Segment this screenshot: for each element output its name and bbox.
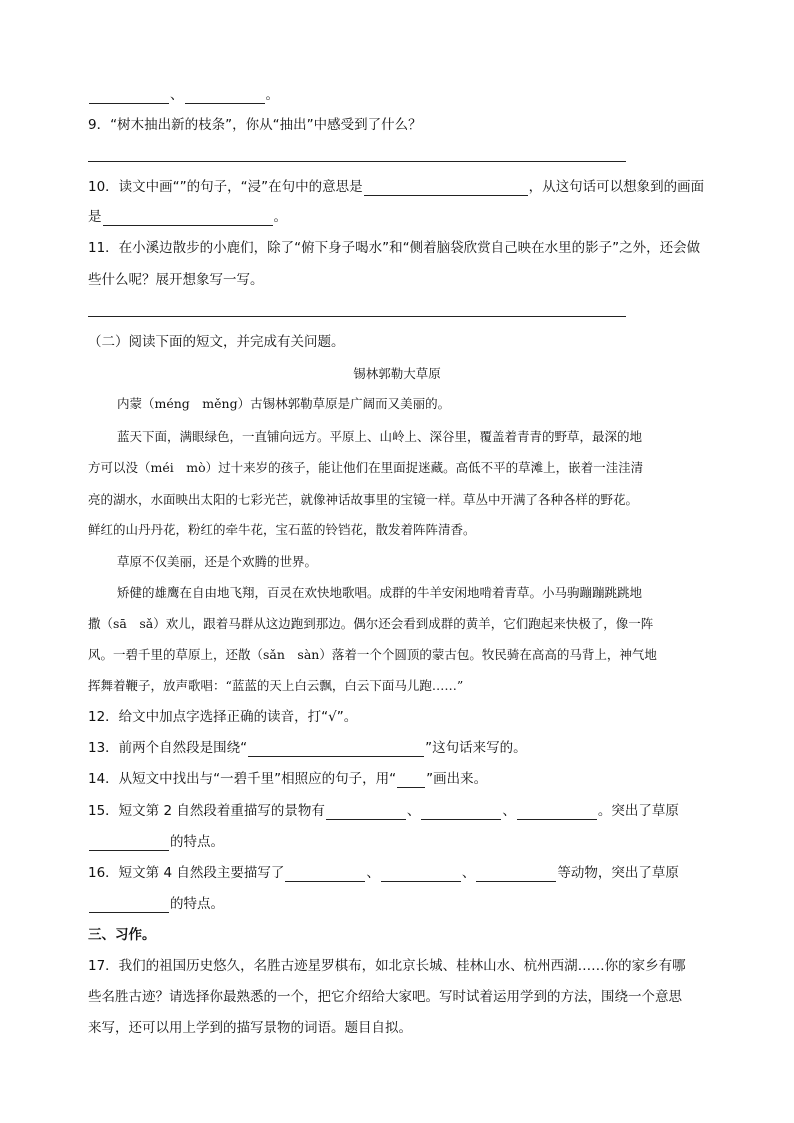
answer-blank[interactable] [89,898,169,913]
answer-blank[interactable] [89,836,169,851]
separator: 、 [461,865,476,881]
answer-blank[interactable] [421,805,501,820]
article-paragraph-4-line3: 风。一碧千里的草原上，还散（sǎn sàn）落着一个个圆顶的蒙古包。牧民骑在高高的马背上，神气地 [88,647,657,662]
article-paragraph-1: 内蒙（méng měng）古锡林郭勒草原是广阔而又美丽的。 [117,396,451,411]
q15-text-b: 。突出了草原 [597,803,679,819]
answer-blank[interactable] [476,867,556,882]
question-10-line1 [88,178,704,196]
article-paragraph-2-line4: 鲜红的山丹丹花，粉红的牵牛花，宝石蓝的铃铛花，散发着阵阵清香。 [88,522,476,537]
q16-text-a: 16．短文第 4 自然段主要描写了 [88,865,285,881]
question-17-line1: 17．我们的祖国历史悠久，名胜古迹星罗棋布，如北京长城、桂林山水、杭州西湖……你的家乡有哪 [88,958,686,974]
q13-text-b: ”这句话来写的。 [425,740,527,756]
answer-blank[interactable] [517,805,597,820]
q14-text-a: 14．从短文中找出与“一碧千里”相照应的句子，用“ [88,771,397,787]
answer-blank[interactable] [285,867,365,882]
separator: 、 [366,865,380,881]
article-paragraph-4-line4: 挥舞着鞭子，放声歌唱：“蓝蓝的天上白云飘，白云下面马儿跑……” [88,678,464,693]
q15-text-a: 15．短文第 2 自然段着重描写的景物有 [88,803,325,819]
q15-text-c: 的特点。 [170,834,224,850]
q16-text-b: 等动物，突出了草原 [557,865,679,881]
q14-text-b: ”画出来。 [426,771,488,787]
article-paragraph-2-line2: 方可以没（méi mò）过十来岁的孩子，能让他们在里面捉迷藏。高低不平的草滩上，嵌着一洼洼清 [88,460,644,475]
article-paragraph-2-line3: 亮的湖水，水面映出太阳的七彩光芒，就像神话故事里的宝镜一样。草丛中开满了各种各样的野花。 [88,492,639,507]
question-15-line1 [88,802,679,820]
separator: 、 [406,803,421,819]
q10-text-d: 。 [273,209,287,225]
question-10-line2 [88,208,287,226]
q16-text-c: 的特点。 [170,896,224,912]
article-title: 锡林郭勒大草原 [353,366,441,381]
q13-text-a: 13．前两个自然段是围绕“ [88,740,248,756]
answer-rule-q11[interactable] [88,316,626,317]
answer-rule-q9[interactable] [88,161,626,162]
answer-line-top [88,86,279,104]
question-17-line2: 些名胜古迹？请选择你最熟悉的一个，把它介绍给大家吧。写时试着运用学到的方法，围绕一个意思 [88,989,682,1005]
separator: 、 [170,87,184,103]
question-11-line2: 些什么呢？展开想象写一写。 [88,272,264,288]
answer-blank[interactable] [103,211,273,226]
answer-blank[interactable] [248,742,424,757]
question-16-line2 [88,895,224,913]
question-16-line1 [88,864,679,882]
question-12: 12．给文中加点字选择正确的读音，打“√”。 [88,709,358,725]
question-9: 9．“树木抽出新的枝条”，你从“抽出”中感受到了什么？ [88,117,422,133]
question-13 [88,739,527,757]
period: 。 [265,87,279,103]
question-17-line3: 来写，还可以用上学到的描写景物的词语。题目自拟。 [88,1020,412,1036]
separator: 、 [502,803,516,819]
question-15-line2 [88,833,224,851]
answer-blank[interactable] [89,89,169,104]
q10-text-a: 10．读文中画“”的句子，“浸”在句中的意思是 [88,179,363,195]
question-14 [88,770,487,788]
question-11-line1: 11．在小溪边散步的小鹿们，除了“俯下身子喝水”和“侧着脑袋欣赏自己映在水里的影子”之外，还会做 [88,240,701,256]
underline-sample [397,773,425,788]
q10-text-b: ，从这句话可以想象到的画面 [528,179,705,195]
article-paragraph-3: 草原不仅美丽，还是个欢腾的世界。 [117,554,318,569]
answer-blank[interactable] [326,805,406,820]
article-paragraph-2-line1: 蓝天下面，满眼绿色，一直铺向远方。平原上、山岭上、深谷里，覆盖着青青的野草，最深的地 [117,429,643,444]
q10-text-c: 是 [88,209,102,225]
answer-blank[interactable] [185,89,265,104]
article-paragraph-4-line1: 矫健的雄鹰在自由地飞翔，百灵在欢快地歌唱。成群的牛羊安闲地啃着青草。小马驹蹦蹦跳跳地 [117,585,643,600]
answer-blank[interactable] [364,181,528,196]
article-paragraph-4-line2: 撒（sā sǎ）欢儿，跟着马群从这边跑到那边。偶尔还会看到成群的黄羊，它们跑起来快极了，像一阵 [88,616,654,631]
section-2-heading: （二）阅读下面的短文，并完成有关问题。 [88,334,345,350]
answer-blank[interactable] [381,867,461,882]
section-3-heading: 三、习作。 [88,927,156,943]
